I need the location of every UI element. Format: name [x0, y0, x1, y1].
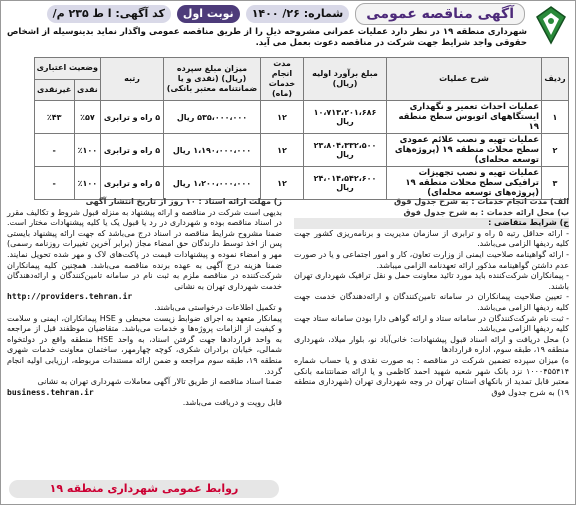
row-noncash: - — [34, 134, 74, 167]
col-deposit: میزان مبلغ سپرده (ریال) (نقدی و یا ضمانتنامه معتبر بانکی) — [164, 58, 261, 101]
row-cash: ٪۱۰۰ — [74, 167, 100, 200]
col-estimate: مبلغ برآورد اولیه (ریال) — [304, 58, 387, 101]
providers-link[interactable]: http://providers.tehran.ir — [7, 292, 133, 302]
col-noncash: غیرنقدی — [34, 79, 74, 101]
row-deposit: ۱،۱۹۰،۰۰۰،۰۰۰ ریال — [164, 134, 261, 167]
row-cash: ٪۱۰۰ — [74, 134, 100, 167]
notice-meta — [47, 5, 350, 23]
condition-heading: ج) شرایط متقاضی : — [294, 218, 569, 229]
condition-duration: الف) مدت انجام خدمات : به شرح جدول فوق — [394, 197, 569, 206]
instructions-text: و تکمیل اطلاعات درخواستی می‌باشند. — [154, 302, 282, 312]
row-duration: ۱۲ — [261, 101, 304, 134]
row-grade: ۵ راه و ترابری — [101, 167, 164, 200]
condition-address: د) محل دریافت و ارائه اسناد قبول پیشنهادات: خانی‌آباد نو، بلوار میلاد، شهرداری منطقه ۱۹، طبقه سوم، اداره قراردادها — [294, 334, 569, 355]
notice-round: نوبت اول — [177, 5, 240, 23]
row-grade: ۵ راه و ترابری — [101, 134, 164, 167]
table-row — [34, 101, 568, 134]
row-desc: عملیات احداث تعمیر و نگهداری ایستگاههای اتوبوس سطح منطقه ۱۹ — [387, 101, 542, 134]
docs-text: ضمنا اسناد مناقصه از طریق تالار آگهی معاملات شهرداری تهران به نشانی — [37, 377, 282, 387]
row-noncash: ٪۴۳ — [34, 101, 74, 134]
deadline-text: ز) مهلت ارائه اسناد : ۱۰ روز از تاریخ انتشار آگهی — [85, 197, 282, 206]
col-credit: وضعیت اعتباری — [34, 58, 100, 80]
row-desc: عملیات تهیه و نصب علائم عمودی سطح محلات منطقه ۱۹ (پروژه‌های توسعه محله‌ای) — [387, 134, 542, 167]
instructions-column — [7, 197, 282, 409]
col-cash: نقدی — [74, 79, 100, 101]
table-row — [34, 134, 568, 167]
intro-text: شهرداری منطقه ۱۹ در نظر دارد عملیات عمرانی مشروحه ذیل را از طریق مناقصه عمومی واگذار نماید بدینوسیله از اشخاص حقوقی واجد شرایط جهت شرکت در مناقصه دعوت بعمل می آید. — [7, 27, 528, 48]
row-deposit: ۱،۲۰۰،۰۰۰،۰۰۰ ریال — [164, 167, 261, 200]
condition-item: - ارائه گواهینامه صلاحیت ایمنی از وزارت تعاون، کار و امور اجتماعی و یا در صورت عدم داشتن گواهینامه مذکور ارائه تعهدنامه الزامی میباشد. — [294, 249, 569, 270]
row-number: ۳ — [542, 167, 569, 200]
row-noncash: - — [34, 167, 74, 200]
docs-text: قابل رویت و دریافت می‌باشد. — [182, 398, 282, 408]
header-bar — [5, 4, 571, 24]
conditions-column — [294, 197, 569, 398]
ad-code: کد آگهی: ا ط ۲۳۵ م/ — [47, 5, 171, 23]
row-duration: ۱۲ — [261, 134, 304, 167]
condition-deposit: ه) میزان سپرده تضمین شرکت در مناقصه : به صورت نقدی و یا حساب شماره ۱۰۰۰۴۵۵۴۱۴ نزد بانک شهر شعبه شهید احمد کاظمی و یا ارائه ضمانتنامه بانکی معتبر قابل تمدید از بانکهای استان تهران در وجه شهرداری تهران (شهرداری منطقه ۱۹) به شرح جدول فوق — [294, 355, 569, 397]
row-duration: ۱۲ — [261, 167, 304, 200]
row-number: ۱ — [542, 101, 569, 134]
table-row — [34, 167, 568, 200]
condition-location: ب) محل ارائه خدمات : به شرح جدول فوق — [403, 207, 569, 217]
row-cash: ٪۵۷ — [74, 101, 100, 134]
hse-text: پیمانکار متعهد به اجرای ضوابط زیست محیطی و HSE پیمانکاران، ایمنی و سلامت و کیفیت از الزامات پروژه‌ها و خدمات می‌باشد. متقاضیان موظفند قبل از مراجعه به واحد قراردادها جهت گرفتن اسناد، به واحد HSE منطقه واقع در دولتخواه شمالی، خیابان برادران شکری، کوچه چهارمهر، ساختمان معاونت خدمات شهری منطقه ۱۹، طبقه سوم مراجعه و ضمن ارائه مستندات مربوطه، ارزیابی اولیه انجام گردد. — [7, 313, 283, 376]
row-estimate: ۱۰،۷۱۳،۲۰۱،۶۸۶ ریال — [304, 101, 387, 134]
col-row: ردیف — [542, 58, 569, 101]
instructions-text: بدیهی است شرکت در مناقصه و ارائه پیشنهاد به منزله قبول شروط و تکالیف مقرر در اسناد مناقصه بوده و شهرداری در رد یا قبول یک یا کلیه پیشنهادات مختار است. ضمنا مشروح شرایط مناقصه در اسناد درج می‌باشد که جهت ارائه پیشنهاد بایستی پس از اخذ توسط دارندگان حق امضاء مجاز (برابر آخرین تغییرات روزنامه رسمی) مهر و امضاء نموده و پیشنهادات قیمت در پاکت‌های لاک و مهر شده تحویل نمایند. ضمنا هزینه درج آگهی به عهده برنده مناقصه می‌باشد. همچنین کلیه پیمانکاران شرکت‌کننده در مناقصه ملزم به ثبت نام در سامانه تامین‌کنندگان و ارائه‌دهندگان خدمت شهرداری تهران به نشانی — [7, 207, 282, 291]
row-estimate: ۲۳،۸۰۴،۳۳۲،۵۰۰ ریال — [304, 134, 387, 167]
col-duration: مدت انجام خدمات (ماه) — [261, 58, 304, 101]
condition-item: - پیمانکاران شرکت‌کننده باید مورد تائید معاونت حمل و نقل ترافیک شهرداری تهران باشند. — [294, 271, 569, 291]
col-grade: رتبه — [101, 58, 164, 101]
row-deposit: ۵۳۵،۰۰۰،۰۰۰ ریال — [164, 101, 261, 134]
row-estimate: ۲۴،۰۱۴،۵۴۲،۶۰۰ ریال — [304, 167, 387, 200]
row-desc: عملیات تهیه و نصب تجهیزات ترافیکی سطح محلات منطقه ۱۹ (پروژه‌های توسعه محله‌ای) — [387, 167, 542, 200]
notice-number: شماره: ۲۶/ ۱۴۰۰ — [246, 5, 350, 23]
col-desc: شرح عملیات — [387, 58, 542, 101]
condition-item: - ثبت نام شرکت‌کنندگان در سامانه ستاد و ارائه گواهی دارا بودن سامانه ستاد جهت کلیه ردیفها الزامی می‌باشد. — [294, 313, 569, 334]
notice-title: آگهی مناقصه عمومی — [355, 3, 525, 25]
condition-item: - تعیین صلاحیت پیمانکاران در سامانه تامین‌کنندگان و ارائه‌دهندگان خدمت جهت کلیه ردیفها الزامی می‌باشد. — [294, 292, 569, 312]
business-link[interactable]: business.tehran.ir — [7, 387, 94, 397]
row-grade: ۵ راه و ترابری — [101, 101, 164, 134]
operations-table — [34, 57, 569, 200]
row-number: ۲ — [542, 134, 569, 167]
footer-signature: روابط عمومی شهرداری منطقه ۱۹ — [9, 480, 279, 498]
condition-item: - ارائه حداقل رتبه ۵ راه و ترابری از سازمان مدیریت و برنامه‌ریزی کشور جهت کلیه ردیفها الزامی می‌باشد. — [294, 228, 569, 249]
